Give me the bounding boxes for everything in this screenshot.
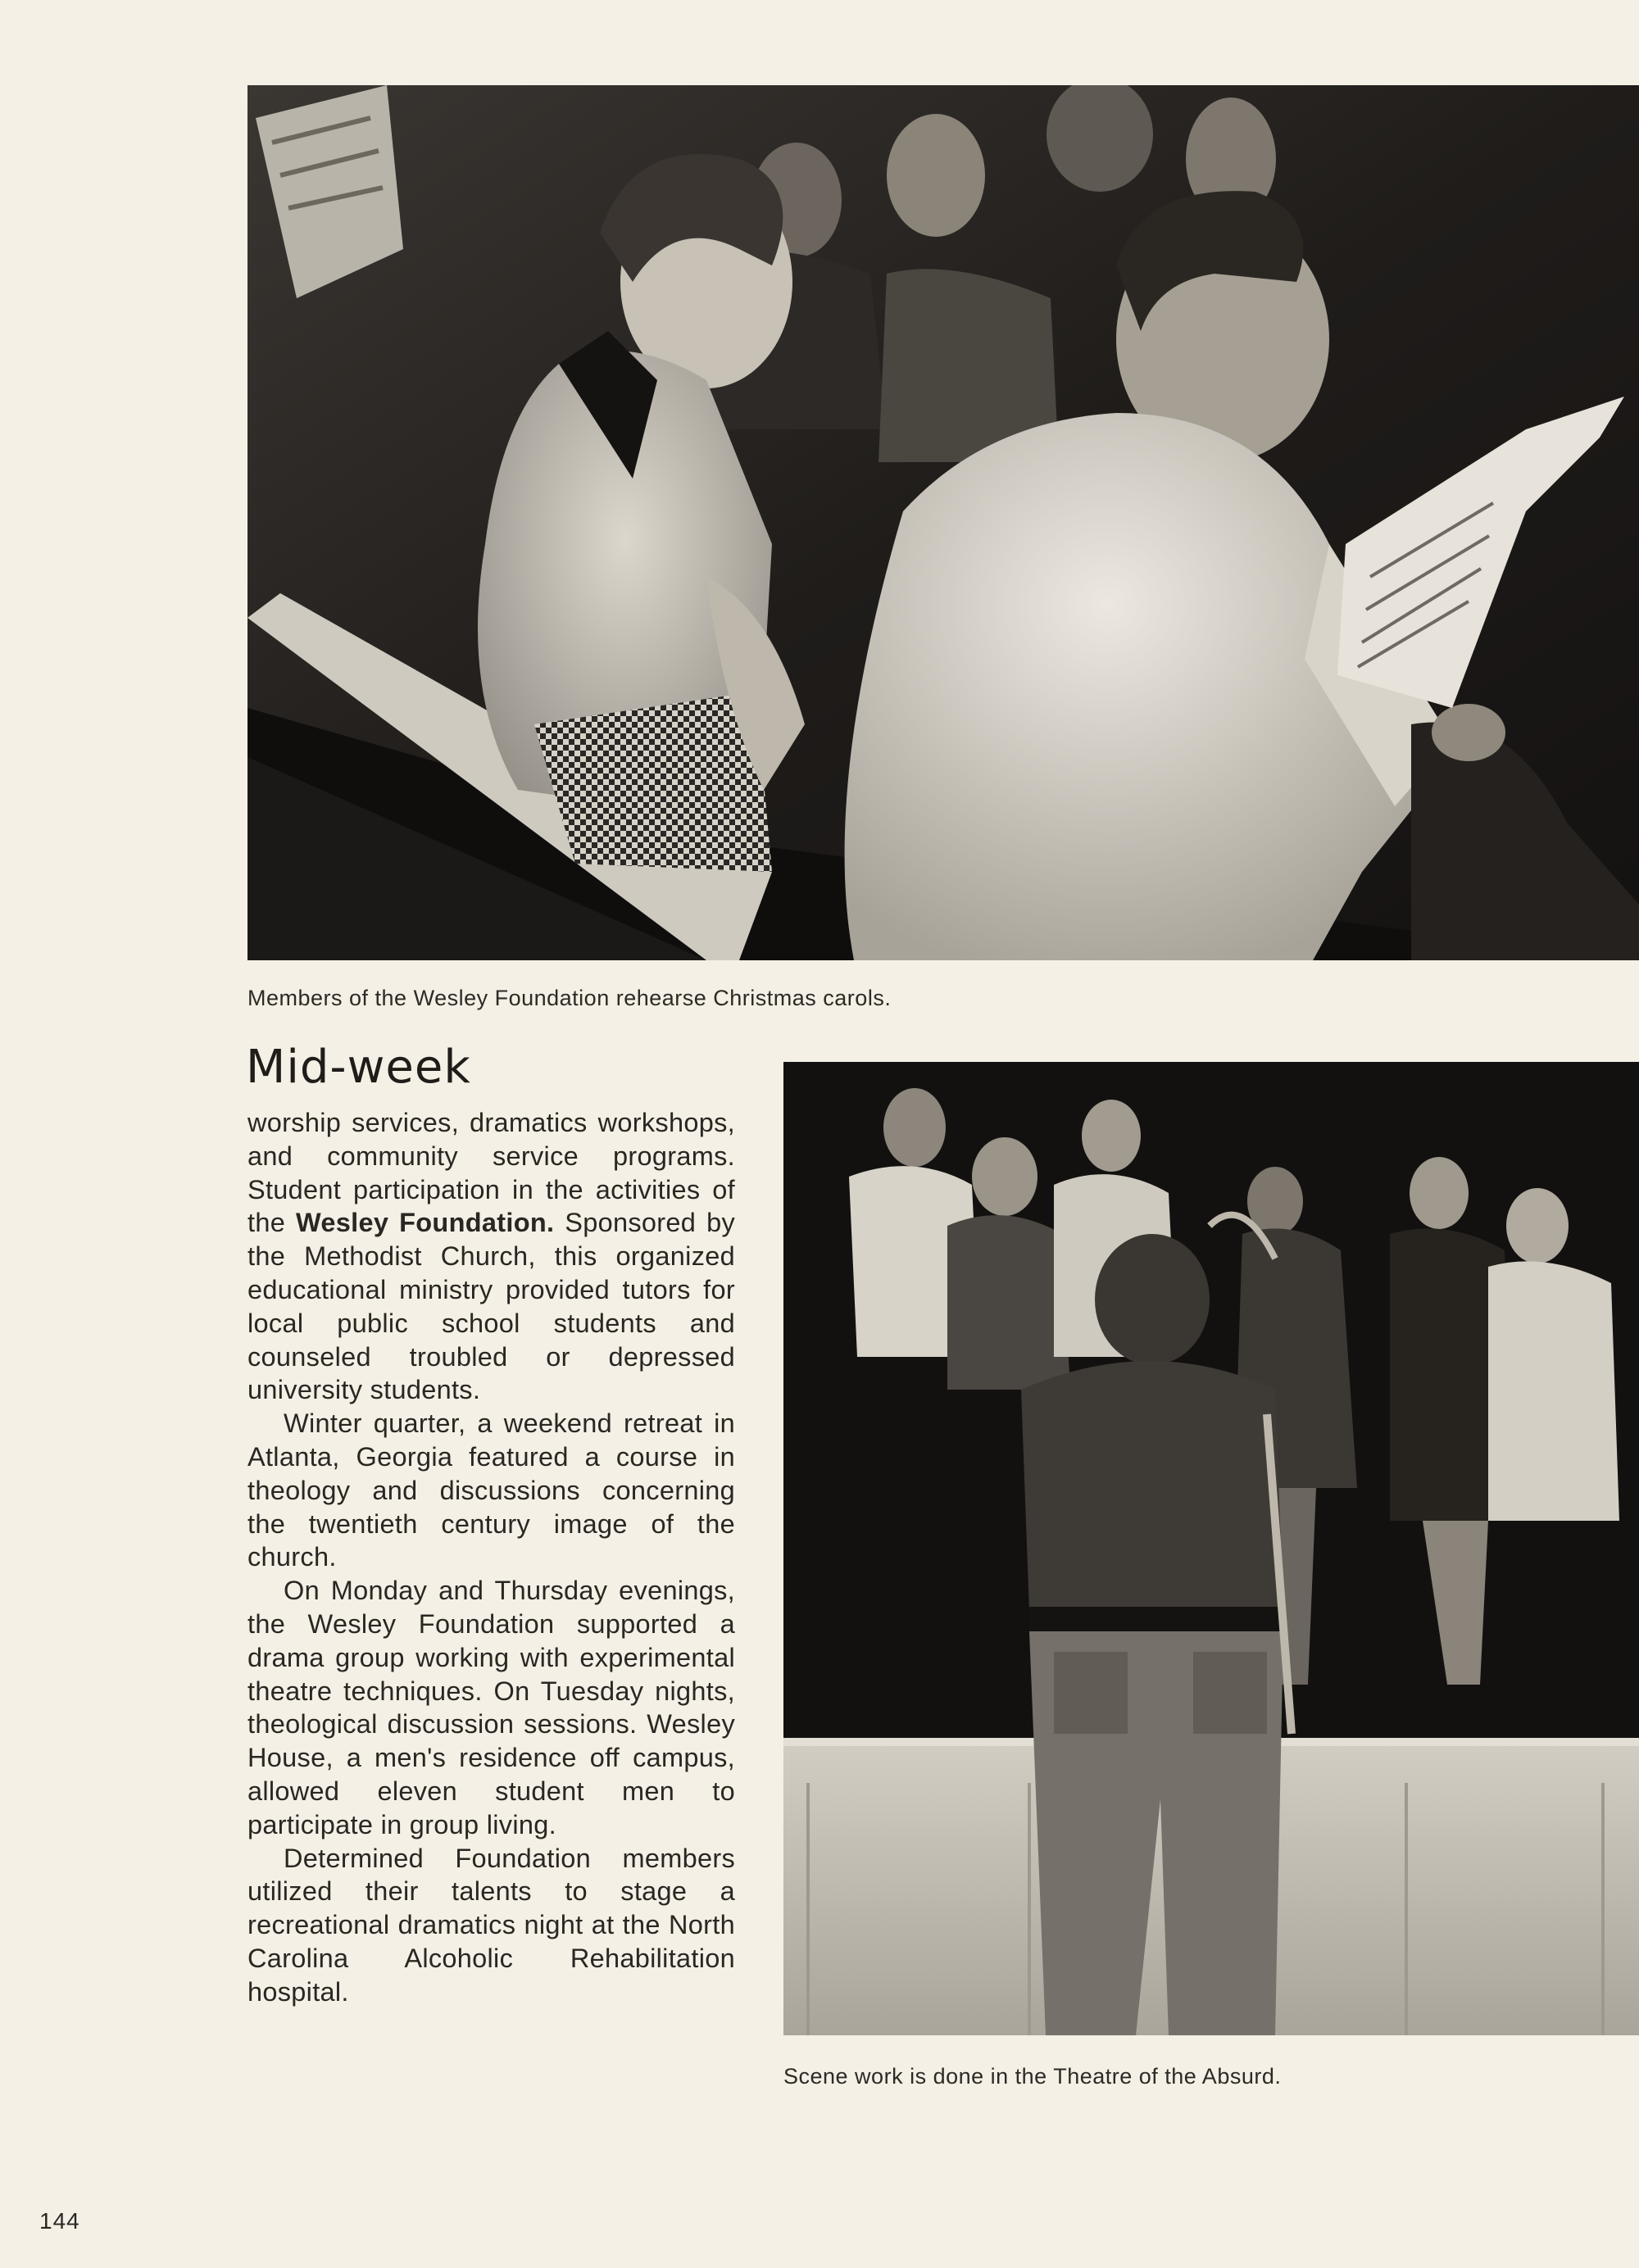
carol-rehearsal-photo — [247, 85, 1639, 960]
carol-rehearsal-photo-art — [247, 85, 1639, 960]
paragraph-1-rest: Sponsored by the Methodist Church, this organized educational ministry provided tutors for local public school students and counseled troubled or depressed university students. — [247, 1208, 735, 1405]
article-paragraph-4: Determined Foundation members utilized their talents to stage a recreational dramatics night at the North Carolina Alcoholic Rehabilitation hospital. — [247, 1843, 735, 2007]
paragraph-1-intro: worship services, dramatics workshops, and community service programs. Student participation in the activities of the — [247, 1108, 735, 1238]
wesley-foundation-emphasis: Wesley Foundation. — [296, 1208, 555, 1238]
bottom-photo-caption: Scene work is done in the Theatre of the Absurd. — [783, 2064, 1282, 2089]
top-photo-caption: Members of the Wesley Foundation rehearse Christmas carols. — [247, 986, 892, 1010]
article-paragraph-2: Winter quarter, a weekend retreat in Atlanta, Georgia featured a course in theology and discussions concerning the twentieth century image of the church. — [247, 1408, 735, 1572]
page-number: 144 — [39, 2208, 80, 2234]
theatre-scene-photo-art — [783, 1062, 1639, 2035]
article-body — [247, 1106, 735, 2009]
article-headline: Mid-week — [246, 1041, 471, 1094]
article-paragraph-1 — [247, 1106, 735, 1407]
article-paragraph-3: On Monday and Thursday evenings, the Wesley Foundation supported a drama group working with experimental theatre techniques. On Tuesday nights, theological discussion sessions. Wesley House, a men's residence off campus, allowed eleven student men to participate in group living. — [247, 1576, 735, 1839]
theatre-scene-photo — [783, 1062, 1639, 2035]
